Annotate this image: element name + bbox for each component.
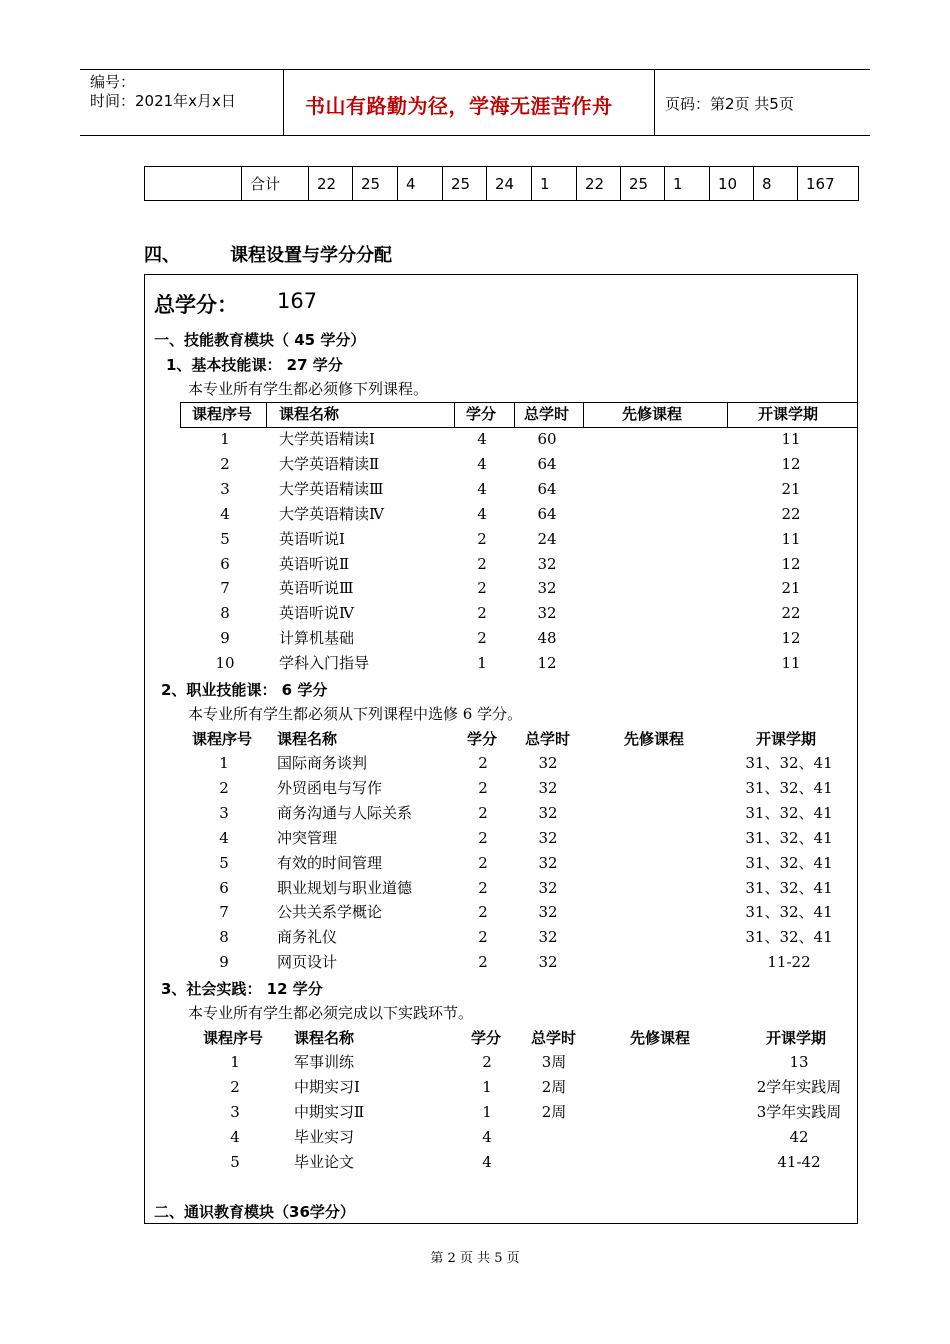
part1-cell-index: 2 [220,454,230,473]
part2-cell-credit: 2 [478,878,488,897]
part1-cell-credit: 4 [477,479,487,498]
part3-header-index: 课程序号 [203,1029,264,1047]
part1-row [0,452,950,477]
part3-cell-credit: 2 [482,1053,492,1071]
part1-cell-term: 11 [781,430,801,448]
part2-cell-credit: 2 [478,754,488,772]
part2-cell-index: 3 [219,803,229,822]
part3-cell-index: 4 [230,1127,240,1146]
part1-cell-index: 7 [220,579,230,598]
header-bottom-rule [80,135,870,136]
part1-cell-term: 22 [781,504,801,523]
part1-cell-hours: 48 [537,629,557,648]
part2-header-name: 课程名称 [277,730,338,748]
part1-cell-credit: 2 [477,604,487,623]
part3-cell-credit: 1 [482,1077,492,1096]
part1-cell-name: 计算机基础 [279,629,355,648]
part2-cell-hours: 32 [538,778,558,797]
header-divider-2 [654,69,655,136]
section-number: 四、 [144,245,180,266]
part1-cell-term: 21 [781,579,801,598]
part1-cell-index: 1 [220,430,230,448]
part2-cell-hours: 32 [538,953,558,972]
totals-cell: 1 [532,167,577,201]
part2-cell-credit: 2 [478,803,488,822]
part1-cell-index: 8 [220,604,230,623]
part2-row [0,826,950,851]
part1-row [0,601,950,626]
part3-row [0,1150,950,1175]
section-title-text: 课程设置与学分分配 [230,245,392,266]
part2-header-prereq: 先修课程 [624,730,685,748]
part3-cell-hours: 2周 [541,1102,567,1121]
part1-row [0,477,950,502]
part2-cell-name: 职业规划与职业道德 [277,878,413,897]
part3-cell-name: 毕业实习 [294,1127,355,1146]
part2-cell-term: 31、32、41 [745,778,833,797]
part2-cell-term: 11-22 [767,953,811,972]
part2-row [0,751,950,776]
part1-cell-index: 3 [220,479,230,498]
part2-cell-hours: 32 [538,828,558,847]
totals-cell: 10 [710,167,754,201]
totals-cell: 8 [754,167,798,201]
totals-cell: 合计 [242,167,309,201]
part1-header-term: 开课学期 [758,405,819,423]
part1-cell-credit: 2 [477,529,487,548]
part2-cell-index: 5 [219,853,229,872]
header-motto: 书山有路勤为径，学海无涯苦作舟 [305,94,613,118]
part2-cell-credit: 2 [478,903,488,922]
totals-cell: 1 [665,167,710,201]
part1-cell-credit: 2 [477,579,487,598]
part1-cell-credit: 4 [477,454,487,473]
part1-cell-term: 11 [781,529,801,548]
part2-cell-hours: 32 [538,754,558,772]
part3-row [0,1075,950,1100]
part1-cell-credit: 1 [477,654,487,673]
part2-row [0,776,950,801]
part1-row [0,651,950,676]
part1-header-name: 课程名称 [279,405,340,423]
part1-header-row [0,402,950,427]
totals-cell: 25 [353,167,398,201]
totals-cell: 167 [798,167,859,201]
part3-cell-name: 中期实习Ⅰ [294,1077,360,1096]
part2-cell-index: 4 [219,828,229,847]
part3-header-name: 课程名称 [294,1029,355,1047]
part3-header-prereq: 先修课程 [630,1029,691,1047]
part1-cell-name: 大学英语精读Ⅳ [279,504,384,523]
part3-cell-index: 1 [230,1053,240,1071]
part3-cell-hours: 3周 [541,1053,567,1071]
part2-note: 本专业所有学生都必须从下列课程中选修 6 学分。 [188,705,523,723]
part2-cell-name: 冲突管理 [277,828,338,847]
part2-cell-term: 31、32、41 [745,803,833,822]
totals-cell: 25 [443,167,487,201]
part2-cell-name: 有效的时间管理 [277,853,383,872]
header-page-label: 页码：第2页 共5页 [665,95,794,113]
part1-cell-name: 大学英语精读Ⅱ [279,454,380,473]
header-top-rule [80,69,870,70]
part1-cell-credit: 2 [477,554,487,573]
part2-cell-name: 商务沟通与人际关系 [277,803,413,822]
part3-cell-credit: 4 [482,1127,492,1146]
part2-cell-index: 1 [219,754,229,772]
part3-row [0,1125,950,1150]
part2-header-index: 课程序号 [192,730,253,748]
header-divider-1 [283,69,284,136]
part3-title: 3、社会实践： 12 学分 [161,980,323,998]
part1-cell-credit: 4 [477,430,487,448]
part3-header-term: 开课学期 [766,1029,827,1047]
part2-cell-term: 31、32、41 [745,928,833,947]
part2-cell-credit: 2 [478,828,488,847]
part1-cell-term: 12 [781,554,801,573]
part3-note: 本专业所有学生都必须完成以下实践环节。 [188,1004,474,1022]
part1-row [0,576,950,601]
part1-cell-credit: 4 [477,504,487,523]
part1-title: 1、基本技能课： 27 学分 [166,356,343,374]
part1-cell-hours: 32 [537,554,557,573]
part1-row [0,527,950,552]
totals-cell: 22 [309,167,353,201]
part2-cell-hours: 32 [538,803,558,822]
part1-cell-name: 英语听说Ⅳ [279,604,354,623]
part1-header-credit: 学分 [466,405,497,423]
section-title [144,241,392,267]
part1-header-hours: 总学时 [524,405,570,423]
part1-cell-credit: 2 [477,629,487,648]
part2-cell-name: 公共关系学概论 [277,903,383,922]
part1-cell-name: 大学英语精读Ⅲ [279,479,384,498]
part3-row [0,1050,950,1075]
total-credits [154,289,238,319]
part2-cell-term: 31、32、41 [745,878,833,897]
part2-header-credit: 学分 [467,730,498,748]
part1-cell-hours: 64 [537,504,557,523]
part3-header-row [0,1026,950,1051]
part3-cell-term: 42 [789,1127,809,1146]
part3-cell-term: 2学年实践周 [756,1077,842,1096]
part2-cell-term: 31、32、41 [745,754,833,772]
part1-row [0,502,950,527]
part2-cell-hours: 32 [538,853,558,872]
part2-row [0,900,950,925]
part1-cell-term: 21 [781,479,801,498]
part2-header-term: 开课学期 [756,730,817,748]
total-credits-value: 167 [277,289,318,313]
part3-cell-name: 中期实习Ⅱ [294,1102,365,1121]
part2-cell-hours: 32 [538,878,558,897]
part2-cell-name: 外贸函电与写作 [277,778,383,797]
part3-cell-term: 3学年实践周 [756,1102,842,1121]
part3-cell-name: 军事训练 [294,1053,355,1071]
part3-cell-name: 毕业论文 [294,1152,355,1171]
part1-cell-name: 英语听说Ⅱ [279,554,350,573]
part1-cell-hours: 64 [537,479,557,498]
part1-cell-index: 4 [220,504,230,523]
part2-cell-index: 7 [219,903,229,922]
part1-cell-name: 大学英语精读Ⅰ [279,430,375,448]
part1-cell-name: 英语听说Ⅰ [279,529,345,548]
part2-cell-index: 2 [219,778,229,797]
header-number-label: 编号： [90,73,136,91]
part2-cell-index: 6 [219,878,229,897]
part2-cell-term: 31、32、41 [745,903,833,922]
part1-cell-index: 10 [215,654,235,673]
part2-cell-hours: 32 [538,903,558,922]
part3-cell-term: 13 [789,1053,809,1071]
part2-header-row [0,727,950,752]
part2-row [0,876,950,901]
part1-cell-name: 学科入门指导 [279,654,370,673]
part1-cell-hours: 60 [537,430,557,448]
part3-cell-credit: 4 [482,1152,492,1171]
part1-cell-index: 6 [220,554,230,573]
totals-cell [145,167,242,201]
page-footer: 第 2 页 共 5 页 [430,1251,520,1266]
part3-cell-index: 2 [230,1077,240,1096]
part2-cell-credit: 2 [478,953,488,972]
totals-row [145,167,859,201]
module1-title: 一、技能教育模块（ 45 学分） [154,331,366,349]
totals-table [144,166,859,201]
part1-cell-hours: 24 [537,529,557,548]
part2-cell-credit: 2 [478,778,488,797]
part1-row [0,626,950,651]
part2-cell-term: 31、32、41 [745,828,833,847]
part1-cell-index: 5 [220,529,230,548]
part2-row [0,925,950,950]
part3-cell-index: 3 [230,1102,240,1121]
module2-title: 二、通识教育模块（36学分） [154,1203,355,1221]
part1-cell-index: 9 [220,629,230,648]
part3-cell-index: 5 [230,1152,240,1171]
part1-cell-term: 22 [781,604,801,623]
part3-cell-term: 41-42 [777,1152,821,1171]
part2-cell-name: 国际商务谈判 [277,754,368,772]
header-time-label: 时间：2021年x月x日 [90,92,236,110]
part2-cell-term: 31、32、41 [745,853,833,872]
part1-row [0,552,950,577]
part3-cell-hours: 2周 [541,1077,567,1096]
part2-cell-hours: 32 [538,928,558,947]
part2-cell-credit: 2 [478,853,488,872]
part1-cell-term: 12 [781,454,801,473]
part3-header-credit: 学分 [471,1029,502,1047]
part1-row [0,427,950,452]
part1-note: 本专业所有学生都必须修下列课程。 [188,380,429,398]
part3-cell-credit: 1 [482,1102,492,1121]
part1-cell-hours: 12 [537,654,557,673]
part1-cell-name: 英语听说Ⅲ [279,579,354,598]
part2-row [0,950,950,975]
totals-cell: 25 [621,167,665,201]
part1-cell-hours: 32 [537,604,557,623]
part1-cell-term: 12 [781,629,801,648]
part1-header-index: 课程序号 [192,405,253,423]
part2-row [0,801,950,826]
totals-cell: 24 [487,167,532,201]
part3-header-hours: 总学时 [531,1029,577,1047]
part2-cell-name: 网页设计 [277,953,338,972]
total-credits-label: 总学分： [154,293,238,317]
part1-cell-hours: 32 [537,579,557,598]
part2-cell-credit: 2 [478,928,488,947]
part2-cell-name: 商务礼仪 [277,928,338,947]
part1-cell-hours: 64 [537,454,557,473]
part3-row [0,1100,950,1125]
part1-cell-term: 11 [781,654,801,673]
part1-header-prereq: 先修课程 [622,405,683,423]
part2-row [0,851,950,876]
totals-cell: 4 [398,167,443,201]
part2-title: 2、职业技能课： 6 学分 [161,681,328,699]
part2-header-hours: 总学时 [525,730,571,748]
part2-cell-index: 9 [219,953,229,972]
part2-cell-index: 8 [219,928,229,947]
totals-cell: 22 [577,167,621,201]
